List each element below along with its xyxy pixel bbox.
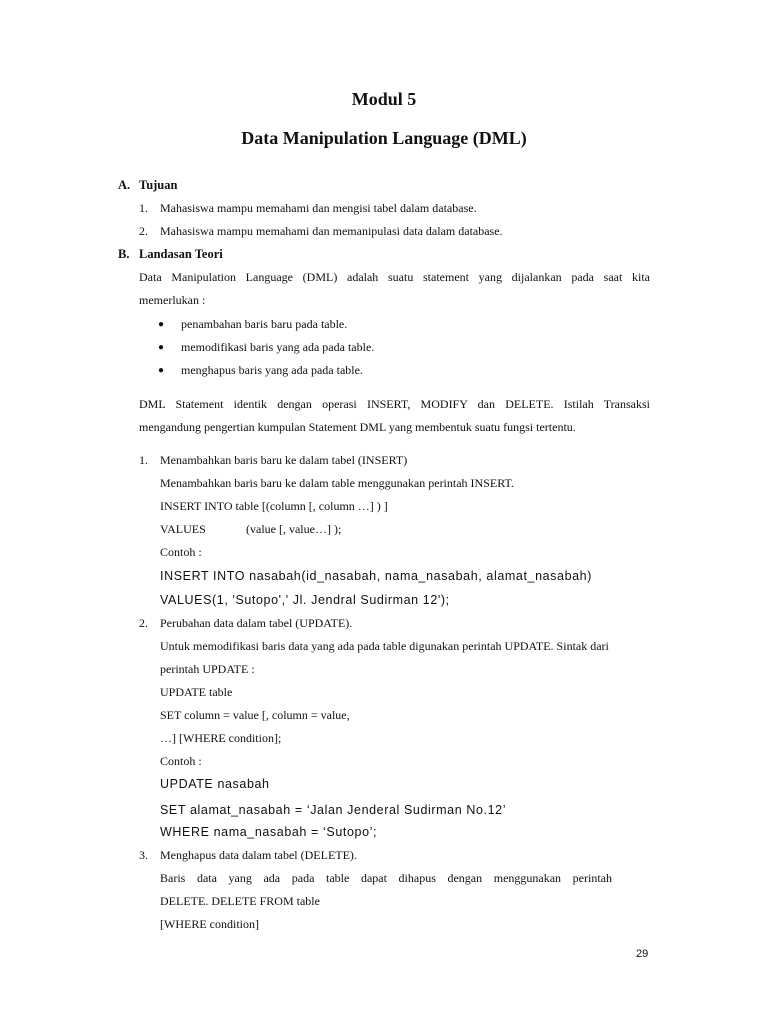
delete-description-1: Baris data yang ada pada table dapat dihapus dengan menggunakan perintah	[160, 871, 612, 885]
section-a-heading: Tujuan	[139, 178, 178, 192]
insert-syntax-values-keyword: VALUES	[160, 522, 206, 536]
update-description-2: perintah UPDATE :	[160, 662, 255, 676]
section-b-heading: Landasan Teori	[139, 247, 223, 261]
insert-example-line-1: INSERT INTO nasabah(id_nasabah, nama_nasabah, alamat_nasabah)	[160, 569, 592, 583]
goal-item-2: Mahasiswa mampu memahami dan memanipulasi data dalam database.	[160, 224, 503, 238]
section-a-letter: A.	[118, 178, 131, 192]
section-b-letter: B.	[118, 247, 130, 261]
delete-description-3: [WHERE condition]	[160, 917, 259, 931]
insert-syntax-values-args: (value [, value…] );	[246, 522, 342, 536]
bullet-item-2: memodifikasi baris yang ada pada table.	[181, 340, 375, 354]
bullet-item-1: penambahan baris baru pada table.	[181, 317, 348, 331]
bullet-item-3: menghapus baris yang ada pada table.	[181, 363, 363, 377]
page-number: 29	[636, 948, 649, 960]
insert-description: Menambahkan baris baru ke dalam table menggunakan perintah INSERT.	[160, 476, 514, 490]
bullet-dot-3: ●	[158, 365, 165, 376]
insert-example-line-2: VALUES(1, 'Sutopo',' Jl. Jendral Sudirman 12');	[160, 593, 450, 607]
goal-item-1: Mahasiswa mampu memahami dan mengisi tabel dalam database.	[160, 201, 477, 215]
intro-line-2: memerlukan :	[139, 293, 206, 307]
delete-number: 3.	[139, 848, 148, 862]
module-subtitle: Data Manipulation Language (DML)	[241, 128, 527, 148]
update-syntax-2: SET column = value [, column = value,	[160, 708, 350, 722]
update-example-line-3: WHERE nama_nasabah = ‘Sutopo’;	[160, 825, 378, 839]
insert-example-label: Contoh :	[160, 545, 202, 559]
update-example-line-1: UPDATE nasabah	[160, 777, 270, 791]
bullet-dot-2: ●	[158, 342, 165, 353]
update-example-label: Contoh :	[160, 754, 202, 768]
module-title: Modul 5	[351, 89, 417, 109]
delete-heading: Menghapus data dalam tabel (DELETE).	[160, 848, 357, 862]
intro-line-1: Data Manipulation Language (DML) adalah suatu statement yang dijalankan pada saat kita	[139, 270, 650, 284]
update-syntax-3: …] [WHERE condition];	[160, 731, 282, 745]
goal-number-2: 2.	[139, 224, 148, 238]
update-example-line-2: SET alamat_nasabah = ‘Jalan Jenderal Sudirman No.12’	[160, 803, 507, 817]
update-heading: Perubahan data dalam tabel (UPDATE).	[160, 616, 353, 630]
insert-syntax-1: INSERT INTO table [(column [, column …] ) ]	[160, 499, 388, 513]
dml-paragraph-line-1: DML Statement identik dengan operasi INSERT, MODIFY dan DELETE. Istilah Transaksi	[139, 397, 650, 411]
insert-number: 1.	[139, 453, 148, 467]
delete-description-2: DELETE. DELETE FROM table	[160, 894, 320, 908]
update-syntax-1: UPDATE table	[160, 685, 233, 699]
dml-paragraph-line-2: mengandung pengertian kumpulan Statement DML yang membentuk suatu fungsi tertentu.	[139, 420, 576, 434]
goal-number-1: 1.	[139, 201, 148, 215]
insert-heading: Menambahkan baris baru ke dalam tabel (INSERT)	[160, 453, 408, 467]
bullet-dot-1: ●	[158, 319, 165, 330]
update-number: 2.	[139, 616, 148, 630]
update-description-1: Untuk memodifikasi baris data yang ada pada table digunakan perintah UPDATE. Sintak dari	[160, 639, 609, 653]
